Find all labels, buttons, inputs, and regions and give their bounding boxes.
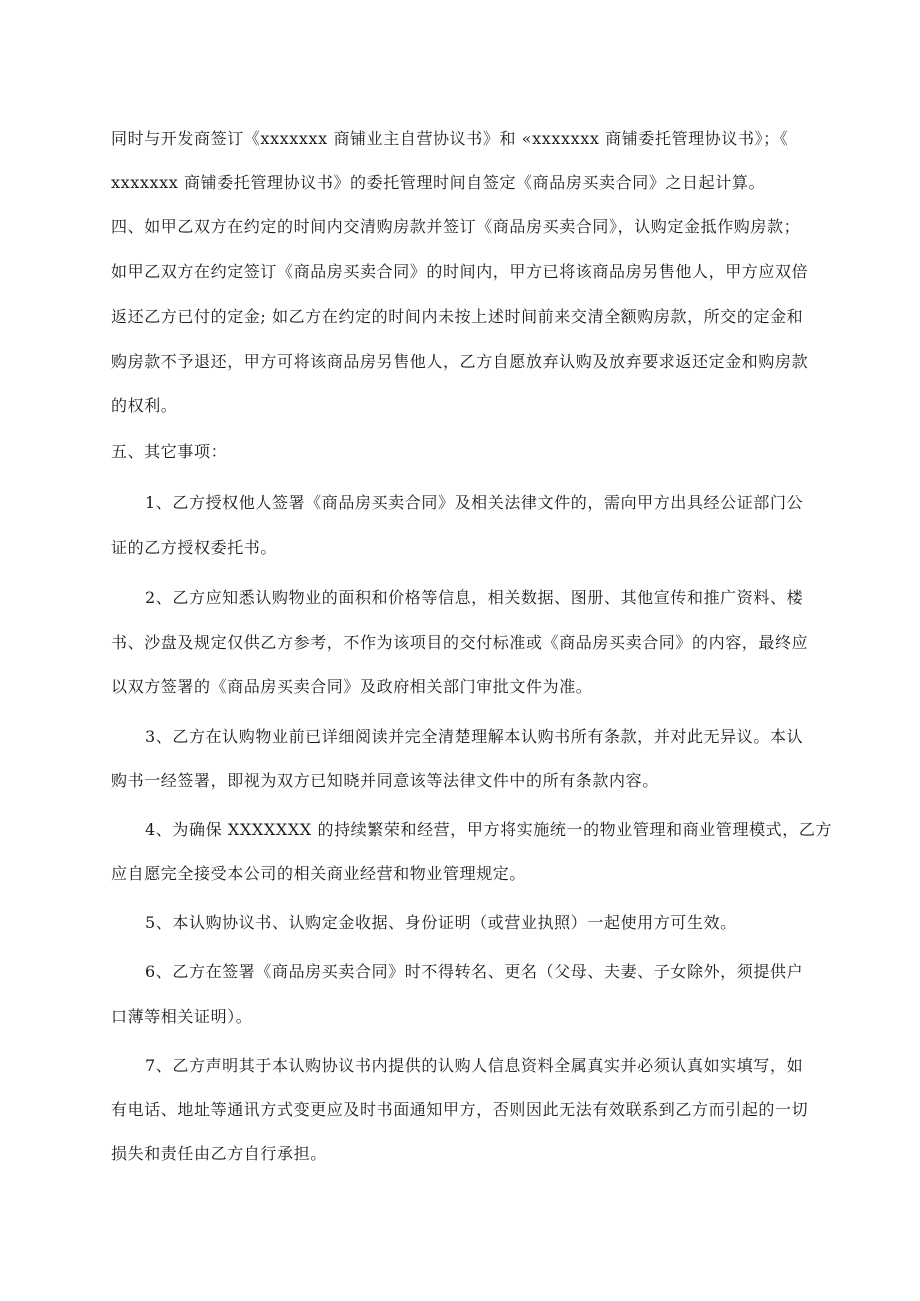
text-line: 1、乙方授权他人签署《商品房买卖合同》及相关法律文件的，需向甲方出具经公证部门公 <box>145 493 804 512</box>
text-line: 有电话、地址等通讯方式变更应及时书面通知甲方，否则因此无法有效联系到乙方而引起的一切 <box>111 1100 809 1119</box>
text-line: 口薄等相关证明）。 <box>111 1007 253 1026</box>
text-line: 同时与开发商签订《xxxxxxx 商铺业主自营协议书》和 «xxxxxxx 商铺委托管理协议书》；《 <box>111 129 789 148</box>
text-line: 损失和责任由乙方自行承担。 <box>111 1144 327 1163</box>
text-line: 6、乙方在签署《商品房买卖合同》时不得转名、更名（父母、夫妻、子女除外，须提供户 <box>145 962 804 981</box>
section-heading: 五、其它事项： <box>111 442 228 461</box>
text-line: 应自愿完全接受本公司的相关商业经营和物业管理规定。 <box>111 864 527 883</box>
text-line: 购书一经签署，即视为双方已知晓并同意该等法律文件中的所有条款内容。 <box>111 771 659 790</box>
text-line: 证的乙方授权委托书。 <box>111 538 278 557</box>
text-line: 以双方签署的《商品房买卖合同》及政府相关部门审批文件为准。 <box>111 677 593 696</box>
text-line: xxxxxxx 商铺委托管理协议书》的委托管理时间自签定《商品房买卖合同》之日起计算。 <box>111 173 766 192</box>
text-line: 的权利。 <box>111 396 178 415</box>
text-line: 3、乙方在认购物业前已详细阅读并完全清楚理解本认购书所有条款，并对此无异议。本认 <box>145 727 804 746</box>
text-line: 四、如甲乙双方在约定的时间内交清购房款并签订《商品房买卖合同》，认购定金抵作购房款； <box>111 217 801 236</box>
text-line: 4、为确保 XXXXXXX 的持续繁荣和经营，甲方将实施统一的物业管理和商业管理模式，乙方 <box>145 820 833 839</box>
text-line: 返还乙方已付的定金; 如乙方在约定的时间内未按上述时间前来交清全额购房款，所交的定金和 <box>111 307 804 326</box>
text-line: 5、本认购协议书、认购定金收据、身份证明（或营业执照）一起使用方可生效。 <box>145 913 737 932</box>
text-line: 2、乙方应知悉认购物业的面积和价格等信息，相关数据、图册、其他宣传和推广资料、楼 <box>145 588 804 607</box>
text-line: 购房款不予退还，甲方可将该商品房另售他人，乙方自愿放弃认购及放弃要求返还定金和购房款 <box>111 352 809 371</box>
text-line: 7、乙方声明其于本认购协议书内提供的认购人信息资料全属真实并必须认真如实填写，如 <box>145 1056 804 1075</box>
text-line: 书、沙盘及规定仅供乙方参考，不作为该项目的交付标准或《商品房买卖合同》的内容，最终应 <box>111 633 809 652</box>
text-line: 如甲乙双方在约定签订《商品房买卖合同》的时间内，甲方已将该商品房另售他人，甲方应双倍 <box>111 262 809 281</box>
